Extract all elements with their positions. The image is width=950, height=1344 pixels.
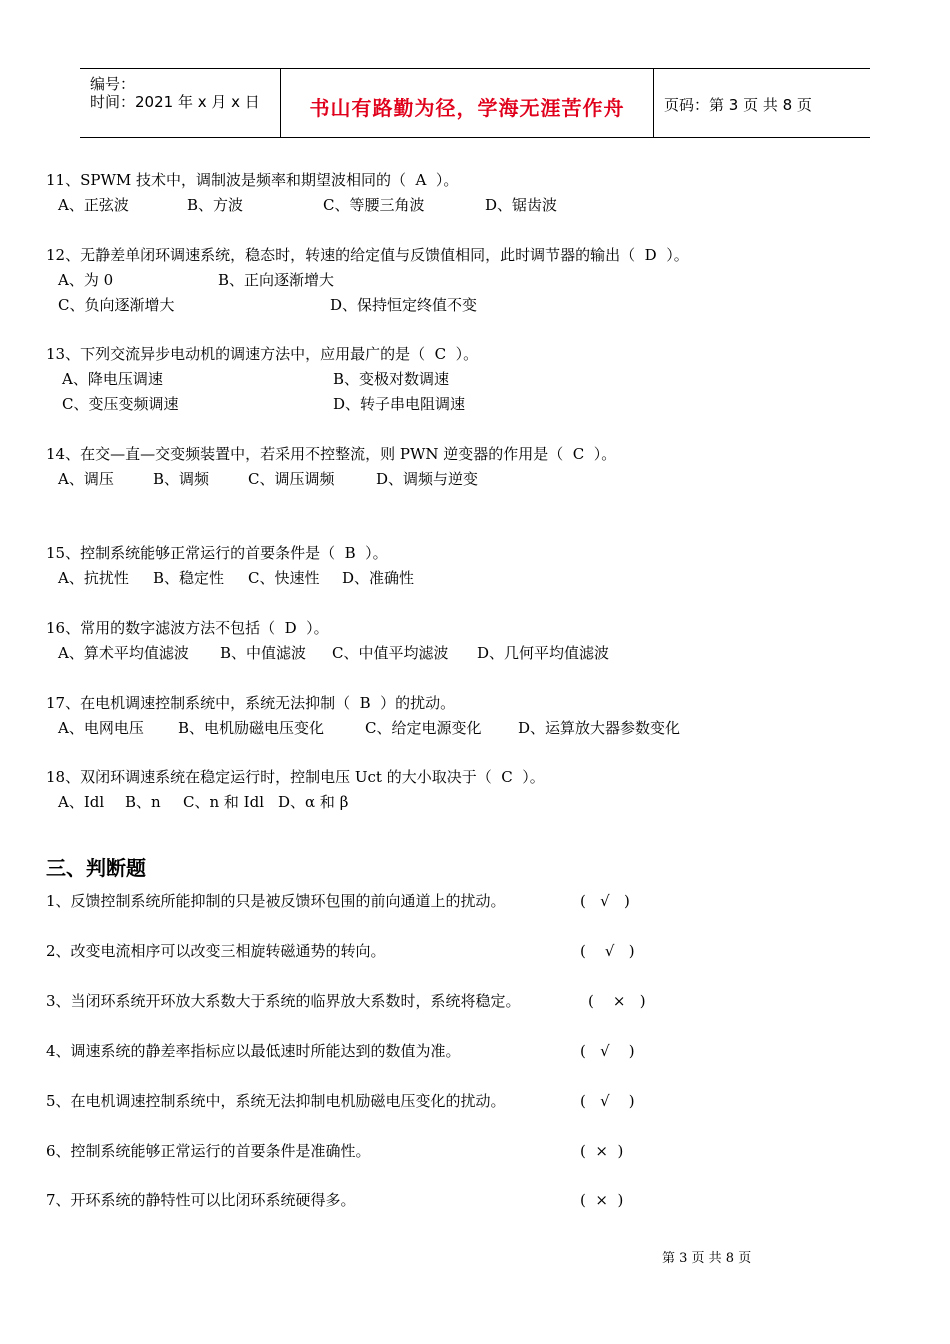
- question-stem: 11、SPWM 技术中，调制波是频率和期望波相同的（ A ）。: [46, 171, 459, 189]
- question-option: C、调压调频: [248, 470, 335, 488]
- question-option: C、n 和 Idl: [183, 793, 264, 811]
- header-page-info: 页码：第 3 页 共 8 页: [664, 96, 812, 114]
- judgement-answer: ( √ ): [580, 942, 635, 960]
- judgement-answer: ( √ ): [580, 1092, 635, 1110]
- question-option: B、中值滤波: [220, 644, 307, 662]
- judgement-answer: ( × ): [588, 992, 646, 1010]
- question-option: D、调频与逆变: [376, 470, 479, 488]
- question-option: C、给定电源变化: [365, 719, 482, 737]
- judgement-question: 1、反馈控制系统所能抑制的只是被反馈环包围的前向通道上的扰动。: [46, 892, 506, 910]
- header-right-cell: [654, 69, 870, 137]
- header-left-cell: [80, 69, 281, 137]
- judgement-answer: ( × ): [580, 1191, 624, 1209]
- question-option: D、准确性: [342, 569, 415, 587]
- header-motto: 书山有路勤为径，学海无涯苦作舟: [309, 96, 625, 120]
- question-stem: 18、双闭环调速系统在稳定运行时，控制电压 Uct 的大小取决于（ C ）。: [46, 768, 545, 786]
- judgement-question: 7、开环系统的静特性可以比闭环系统硬得多。: [46, 1191, 356, 1209]
- question-option: A、Idl: [58, 793, 105, 811]
- judgement-answer: ( × ): [580, 1142, 624, 1160]
- question-stem: 15、控制系统能够正常运行的首要条件是（ B ）。: [46, 544, 388, 562]
- question-option: C、快速性: [248, 569, 320, 587]
- question-option: B、方波: [187, 196, 244, 214]
- question-option: B、正向逐渐增大: [218, 271, 335, 289]
- question-option: A、算术平均值滤波: [58, 644, 189, 662]
- question-option: A、调压: [58, 470, 114, 488]
- question-option: B、n: [125, 793, 161, 811]
- question-option: C、变压变频调速: [62, 395, 179, 413]
- question-stem: 12、无静差单闭环调速系统，稳态时，转速的给定值与反馈值相同，此时调节器的输出（ D ）。: [46, 246, 689, 264]
- question-stem: 16、常用的数字滤波方法不包括（ D ）。: [46, 619, 329, 637]
- section-title: 三、判断题: [46, 856, 146, 880]
- document-time-label: 时间：2021 年 x 月 x 日: [90, 93, 260, 111]
- question-option: B、电机励磁电压变化: [178, 719, 325, 737]
- question-option: D、运算放大器参数变化: [518, 719, 681, 737]
- judgement-answer: ( √ ): [580, 892, 630, 910]
- document-number-label: 编号：: [90, 75, 136, 93]
- question-option: A、正弦波: [58, 196, 129, 214]
- judgement-question: 5、在电机调速控制系统中，系统无法抑制电机励磁电压变化的扰动。: [46, 1092, 506, 1110]
- question-stem: 17、在电机调速控制系统中，系统无法抑制（ B ）的扰动。: [46, 694, 456, 712]
- question-option: C、负向逐渐增大: [58, 296, 175, 314]
- question-option: A、抗扰性: [58, 569, 129, 587]
- question-stem: 13、下列交流异步电动机的调速方法中，应用最广的是（ C ）。: [46, 345, 479, 363]
- question-option: C、等腰三角波: [323, 196, 425, 214]
- question-option: D、锯齿波: [485, 196, 558, 214]
- header-middle-cell: [281, 69, 654, 137]
- question-option: A、电网电压: [58, 719, 144, 737]
- question-option: A、为 0: [58, 271, 114, 289]
- question-stem: 14、在交—直—交变频装置中，若采用不控整流，则 PWN 逆变器的作用是（ C ）。: [46, 445, 617, 463]
- question-option: B、变极对数调速: [333, 370, 450, 388]
- judgement-question: 3、当闭环系统开环放大系数大于系统的临界放大系数时，系统将稳定。: [46, 992, 521, 1010]
- question-option: A、降电压调速: [62, 370, 163, 388]
- page-header: [80, 68, 870, 138]
- judgement-question: 4、调速系统的静差率指标应以最低速时所能达到的数值为准。: [46, 1042, 461, 1060]
- question-option: B、稳定性: [153, 569, 225, 587]
- question-option: D、转子串电阻调速: [333, 395, 466, 413]
- question-option: D、保持恒定终值不变: [330, 296, 478, 314]
- judgement-question: 6、控制系统能够正常运行的首要条件是准确性。: [46, 1142, 371, 1160]
- question-option: D、几何平均值滤波: [477, 644, 610, 662]
- question-option: C、中值平均滤波: [332, 644, 449, 662]
- page-footer: 第 3 页 共 8 页: [662, 1251, 752, 1266]
- question-option: D、α 和 β: [278, 793, 349, 811]
- judgement-question: 2、改变电流相序可以改变三相旋转磁通势的转向。: [46, 942, 386, 960]
- judgement-answer: ( √ ): [580, 1042, 635, 1060]
- question-option: B、调频: [153, 470, 210, 488]
